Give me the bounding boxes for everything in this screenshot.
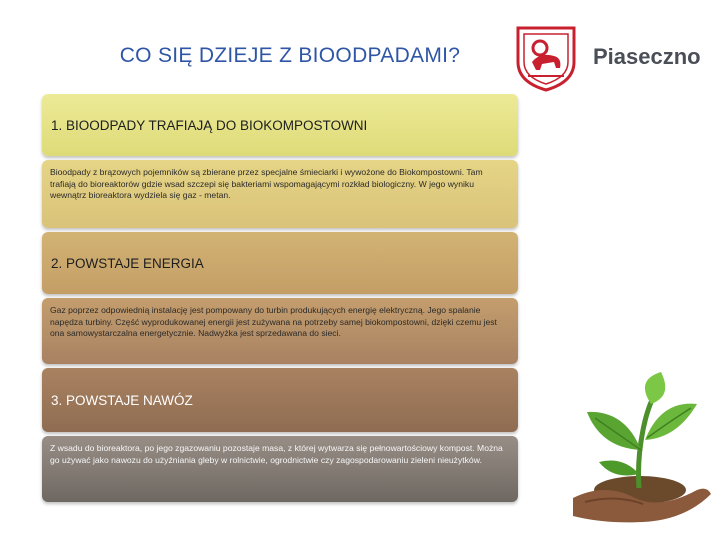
step-3-text — [42, 436, 518, 502]
step-1-heading-text: 1. BIOODPADY TRAFIAJĄ DO BIOKOMPOSTOWNI — [51, 117, 368, 133]
step-2-heading — [42, 232, 518, 294]
step-2-body-text: Gaz poprzez odpowiednią instalację jest pompowany do turbin produkujących energię elektryczną. Jego spalanie napędza turbiny. Część wyprodukowanej energii jest zużywana na potrzeby samej biokompostowni, dzięki czemu jest ona samowystarczalna energetycznie. Nadwyżka jest sprzedawana do sieci. — [50, 305, 497, 338]
step-2-heading-text: 2. POWSTAJE ENERGIA — [51, 255, 204, 271]
page-title: CO SIĘ DZIEJE Z BIOODPADAMI? — [119, 44, 461, 67]
step-3-body-text: Z wsadu do bioreaktora, po jego zgazowaniu pozostaje masa, z której wytwarza się pełnowartościowy kompost. Można go używać jako nawozu do użyźniania gleby w rolnictwie, ogrodnictwie czy zagospodarowaniu zieleni nieużytków. — [50, 443, 503, 465]
step-3-heading-text: 3. POWSTAJE NAWÓZ — [51, 392, 193, 408]
piaseczno-logo — [510, 22, 720, 92]
step-2-text — [42, 298, 518, 364]
step-1-text — [42, 160, 518, 228]
logo-text: Piaseczno — [593, 44, 701, 69]
crest-ram-icon — [510, 22, 582, 92]
step-1-body-text: Bioodpady z brązowych pojemników są zbierane przez specjalne śmieciarki i wywożone do Biokompostowni. Tam trafiają do bioreaktorów gdzie wsad szczepi się bakteriami wspomagającymi rozkład biologiczny. W jego wyniku wewnątrz bioreaktora wydziela się gaz - metan. — [50, 167, 483, 200]
plant-in-hand-icon — [565, 370, 715, 530]
step-1-heading — [42, 94, 518, 156]
step-3-heading — [42, 368, 518, 432]
